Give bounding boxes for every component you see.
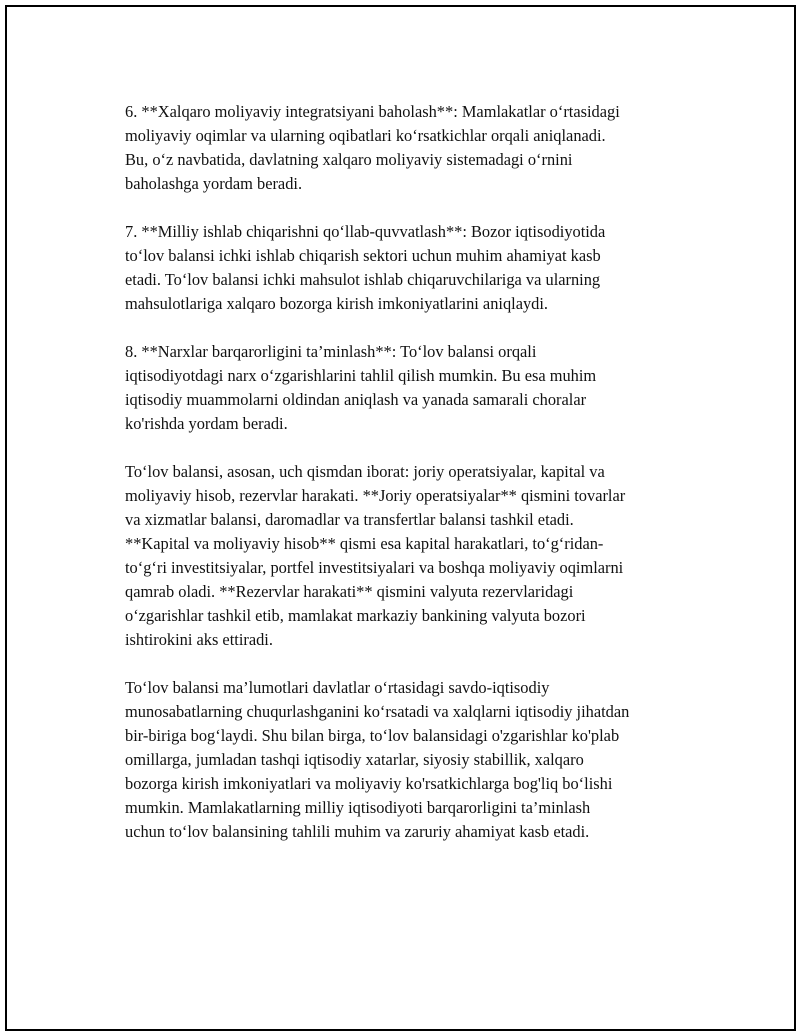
text-line: 8. **Narxlar barqarorligini ta’minlash**: To‘lov balansi orqali bbox=[125, 342, 537, 361]
text-line: qamrab oladi. **Rezervlar harakati** qismini valyuta rezervlaridagi bbox=[125, 582, 574, 601]
text-line: to‘g‘ri investitsiyalar, portfel investitsiyalari va boshqa moliyaviy oqimlarni bbox=[125, 558, 624, 577]
text-line: baholashga yordam beradi. bbox=[125, 174, 303, 193]
text-line: Bu, o‘z navbatida, davlatning xalqaro moliyaviy sistemadagi o‘rnini bbox=[125, 150, 573, 169]
text-line: 6. **Xalqaro moliyaviy integratsiyani baholash**: Mamlakatlar o‘rtasidagi bbox=[125, 102, 620, 121]
text-line: uchun to‘lov balansining tahlili muhim va zaruriy ahamiyat kasb etadi. bbox=[125, 822, 590, 841]
text-line: To‘lov balansi ma’lumotlari davlatlar o‘rtasidagi savdo-iqtisodiy bbox=[125, 678, 550, 697]
paragraph-item-7 bbox=[125, 220, 705, 316]
text-line: moliyaviy oqimlar va ularning oqibatlari ko‘rsatkichlar orqali aniqlanadi. bbox=[125, 126, 606, 145]
text-line: bozorga kirish imkoniyatlari va moliyaviy ko'rsatkichlarga bog'liq bo‘lishi bbox=[125, 774, 613, 793]
text-line: **Kapital va moliyaviy hisob** qismi esa kapital harakatlari, to‘g‘ridan- bbox=[125, 534, 604, 553]
text-line: moliyaviy hisob, rezervlar harakati. **Joriy operatsiyalar** qismini tovarlar bbox=[125, 486, 626, 505]
page-border bbox=[5, 5, 796, 1031]
text-line: ko'rishda yordam beradi. bbox=[125, 414, 288, 433]
text-line: to‘lov balansi ichki ishlab chiqarish sektori uchun muhim ahamiyat kasb bbox=[125, 246, 601, 265]
text-line: va xizmatlar balansi, daromadlar va transfertlar balansi tashkil etadi. bbox=[125, 510, 574, 529]
text-line: mahsulotlariga xalqaro bozorga kirish imkoniyatlarini aniqlaydi. bbox=[125, 294, 549, 313]
text-line: mumkin. Mamlakatlarning milliy iqtisodiyoti barqarorligini ta’minlash bbox=[125, 798, 591, 817]
paragraph-item-6 bbox=[125, 100, 705, 196]
paragraph-item-8 bbox=[125, 340, 705, 436]
text-line: To‘lov balansi, asosan, uch qismdan iborat: joriy operatsiyalar, kapital va bbox=[125, 462, 605, 481]
text-line: omillarga, jumladan tashqi iqtisodiy xatarlar, siyosiy stabillik, xalqaro bbox=[125, 750, 584, 769]
text-line: ishtirokini aks ettiradi. bbox=[125, 630, 273, 649]
text-line: bir-biriga bog‘laydi. Shu bilan birga, to‘lov balansidagi o'zgarishlar ko'plab bbox=[125, 726, 620, 745]
document-body bbox=[125, 100, 705, 868]
text-line: 7. **Milliy ishlab chiqarishni qo‘llab-quvvatlash**: Bozor iqtisodiyotida bbox=[125, 222, 606, 241]
text-line: iqtisodiy muammolarni oldindan aniqlash va yanada samarali choralar bbox=[125, 390, 587, 409]
paragraph-structure bbox=[125, 460, 705, 652]
text-line: iqtisodiyotdagi narx o‘zgarishlarini tahlil qilish mumkin. Bu esa muhim bbox=[125, 366, 597, 385]
paragraph-conclusion bbox=[125, 676, 705, 844]
text-line: munosabatlarning chuqurlashganini ko‘rsatadi va xalqlarni iqtisodiy jihatdan bbox=[125, 702, 630, 721]
text-line: etadi. To‘lov balansi ichki mahsulot ishlab chiqaruvchilariga va ularning bbox=[125, 270, 601, 289]
text-line: o‘zgarishlar tashkil etib, mamlakat markaziy bankining valyuta bozori bbox=[125, 606, 586, 625]
